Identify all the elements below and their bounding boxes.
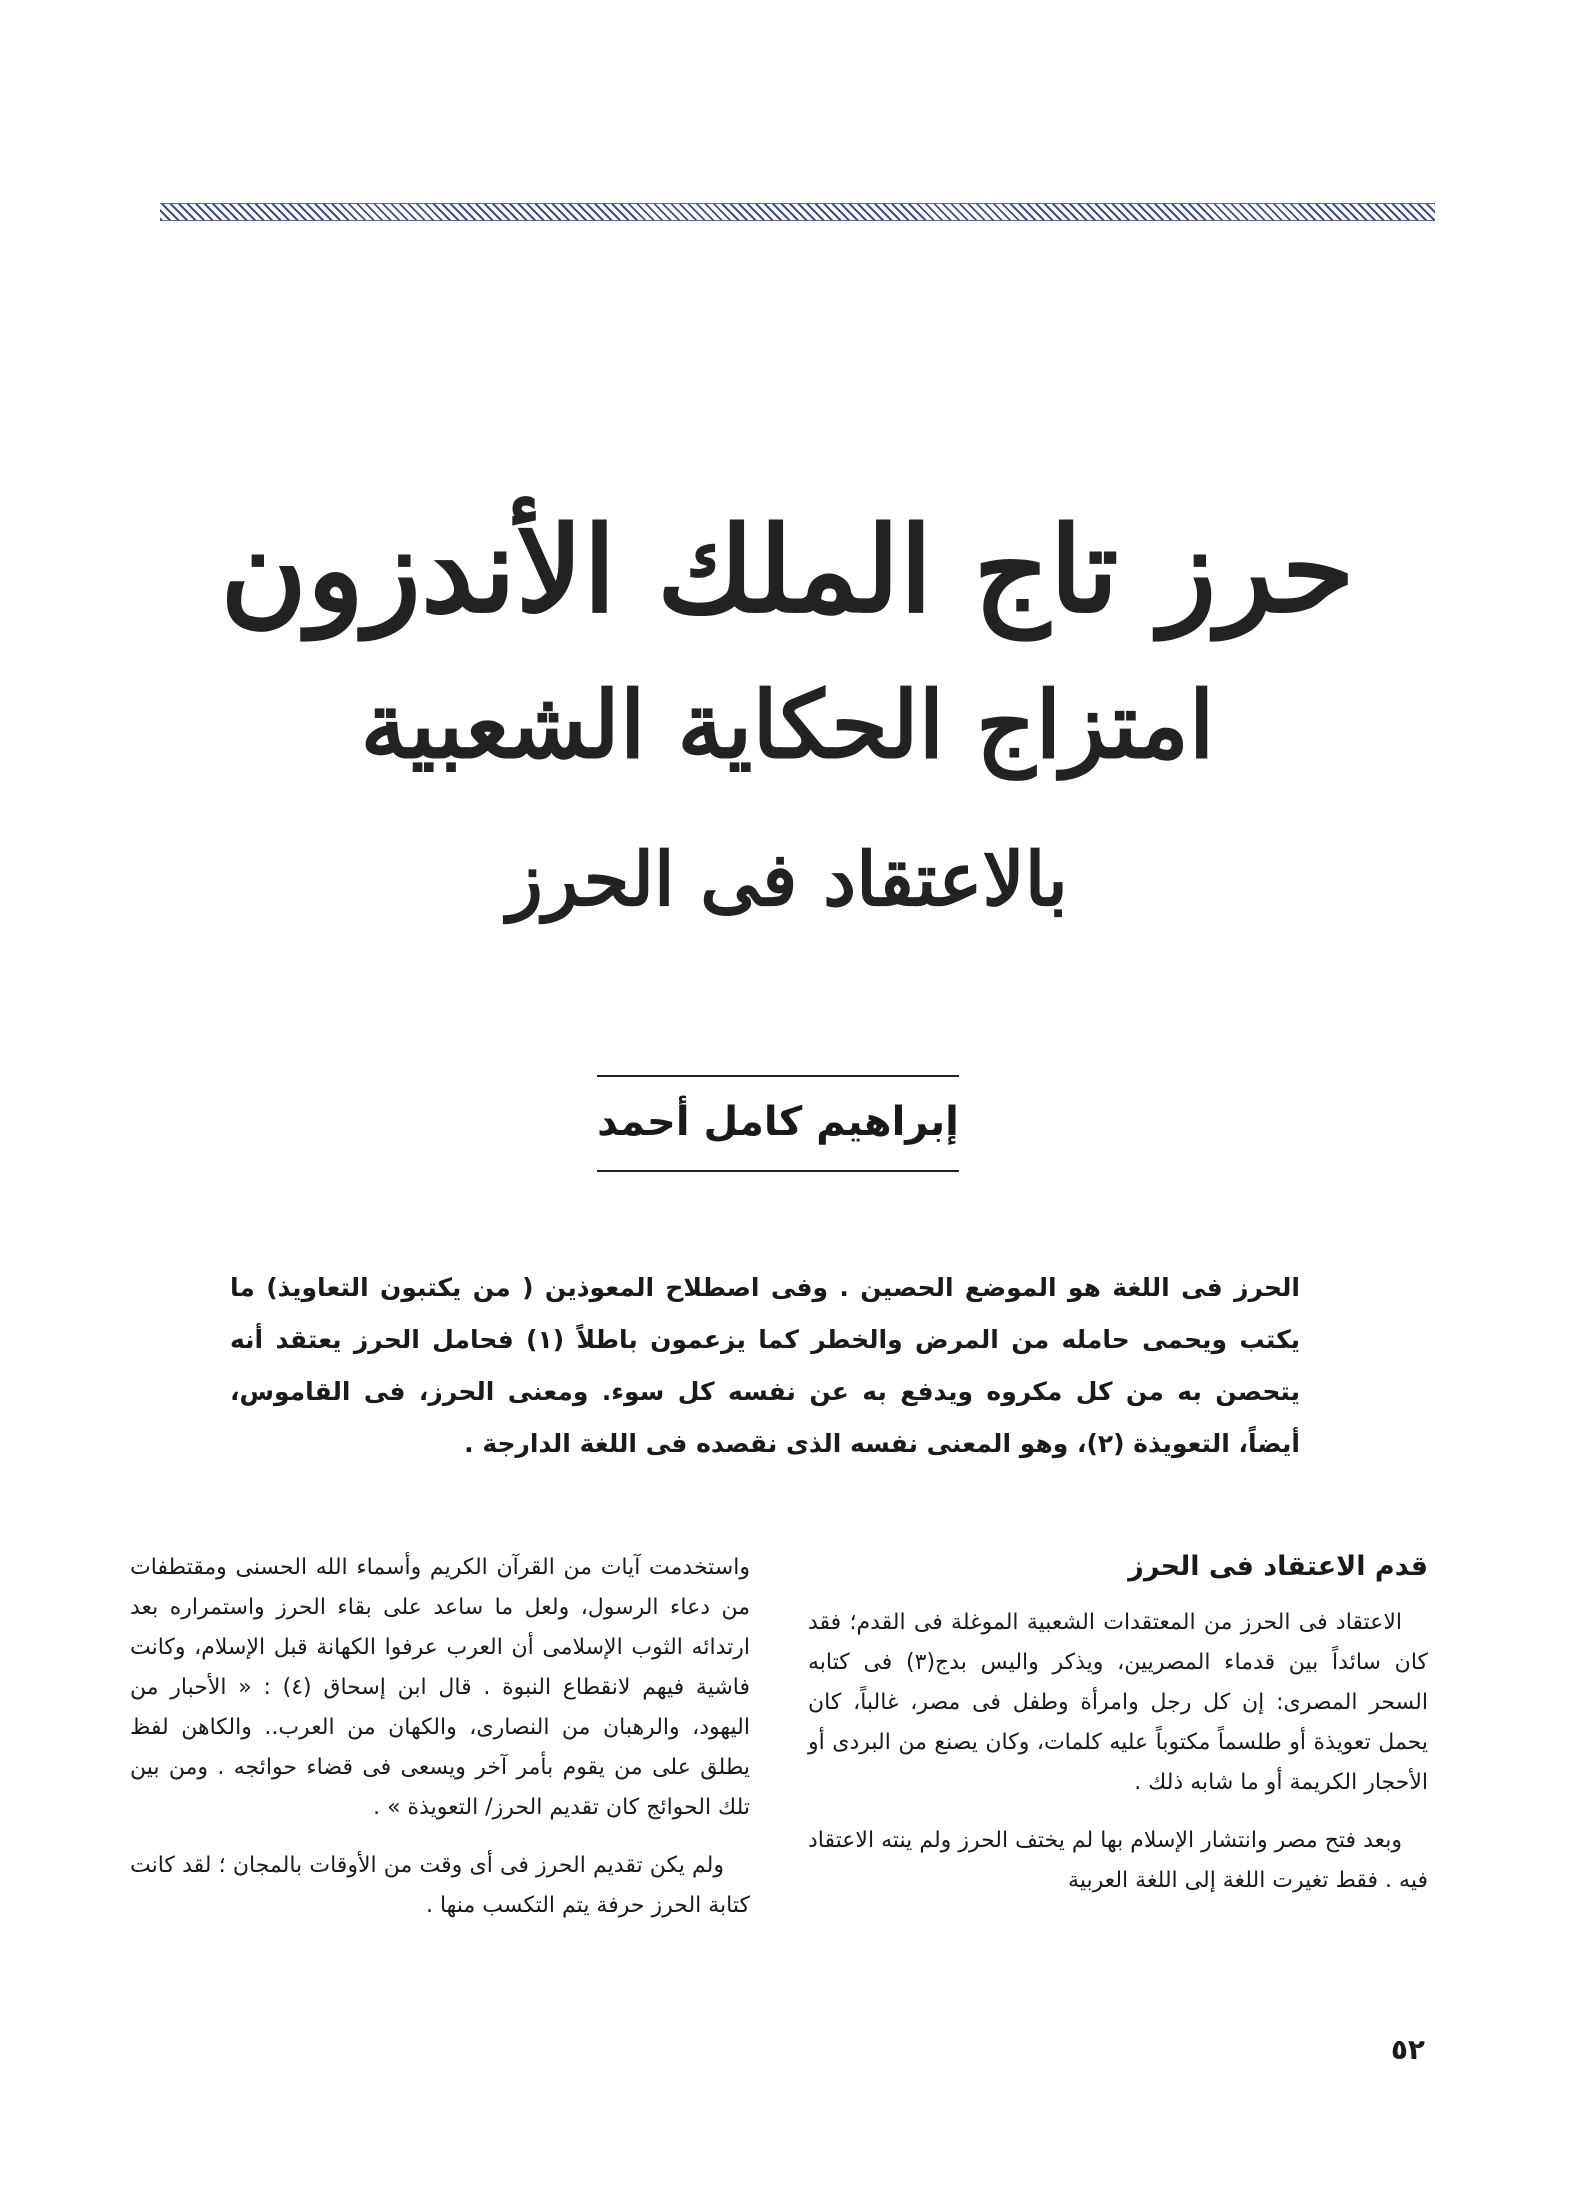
author-name: إبراهيم كامل أحمد bbox=[597, 1099, 959, 1145]
intro-paragraph: الحرز فى اللغة هو الموضع الحصين . وفى اصطلاح المعوذين ( من يكتبون التعاويذ) ما يكتب ويحمى حامله من المرض والخطر كما يزعمون باطلاً (١) فحامل الحرز يعتقد أنه يتحصن به من كل مكروه ويدفع به عن نفسه كل سوء. ومعنى الحرز، فى القاموس، أيضاً، التعويذة (٢)، وهو المعنى نفسه الذى نقصده فى اللغة الدارجة . bbox=[230, 1273, 1300, 1458]
left-column bbox=[130, 1548, 750, 1944]
section-heading: قدم الاعتقاد فى الحرز bbox=[1128, 1551, 1428, 1582]
right-column bbox=[808, 1545, 1428, 1919]
header-rule bbox=[160, 203, 1435, 221]
article-title: حرز تاج الملك الأندزون bbox=[220, 500, 1355, 639]
author-rule-bottom bbox=[597, 1170, 959, 1172]
page-number: ٥٢ bbox=[1390, 2033, 1425, 2066]
author-rule-top bbox=[597, 1075, 959, 1077]
left-column-paragraph-1: واستخدمت آيات من القرآن الكريم وأسماء الله الحسنى ومقتطفات من دعاء الرسول، ولعل ما ساعد على بقاء الحرز واستمراره بعد ارتدائه الثوب الإسلامى أن العرب عرفوا الكهانة قبل الإسلام، وكانت فاشية فيهم لانقطاع النبوة . قال ابن إسحاق (٤) : « الأحبار من اليهود، والرهبان من النصارى، والكهان من العرب.. والكاهن لفظ يطلق على من يقوم بأمر آخر ويسعى فى قضاء حوائجه . ومن بين تلك الحوائج كان تقديم الحرز/ التعويذة » . bbox=[130, 1555, 751, 1820]
article-subtitle-line-1: امتزاج الحكاية الشعبية bbox=[360, 671, 1215, 779]
article-subtitle-line-2: بالاعتقاد فى الحرز bbox=[507, 837, 1068, 923]
right-column-paragraph-2: وبعد فتح مصر وانتشار الإسلام بها لم يختف الحرز ولم ينته الاعتقاد فيه . فقط تغيرت اللغة إلى اللغة العربية bbox=[808, 1828, 1428, 1893]
right-column-paragraph-1: الاعتقاد فى الحرز من المعتقدات الشعبية الموغلة فى القدم؛ فقد كان سائداً بين قدماء المصريين، ويذكر واليس بدج(٣) فى كتابه السحر المصرى: إن كل رجل وامرأة وطفل فى مصر، غالباً، كان يحمل تعويذة أو طلسماً مكتوباً عليه كلمات، وكان يصنع من البردى أو الأحجار الكريمة أو ما شابه ذلك . bbox=[808, 1610, 1429, 1795]
left-column-paragraph-2: ولم يكن تقديم الحرز فى أى وقت من الأوقات بالمجان ؛ لقد كانت كتابة الحرز حرفة يتم التكسب منها . bbox=[130, 1853, 750, 1918]
